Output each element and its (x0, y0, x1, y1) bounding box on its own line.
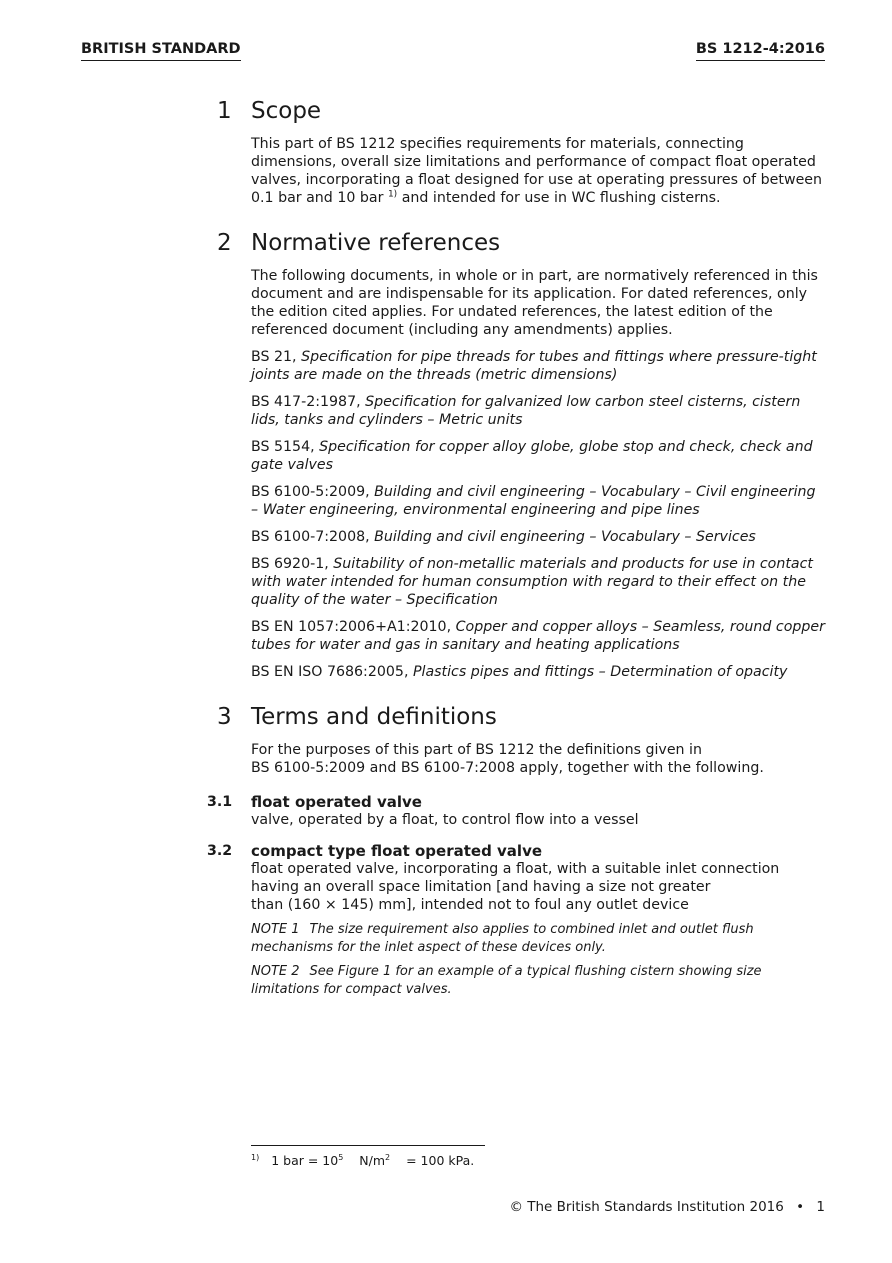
term-definition: float operated valve, incorporating a float, with a suitable inlet connection having an overall space limitation [and having a size not greater than (160 × 145) mm], intended not to foul any outlet device (251, 861, 780, 913)
section-number: 3 (217, 704, 232, 730)
reference-item: BS EN 1057:2006+A1:2010, Copper and copper alloys – Seamless, round copper tubes for water and gas in sanitary and heating applications (251, 619, 825, 653)
section-heading-normative-references (217, 229, 827, 257)
section-title: Normative references (251, 230, 501, 256)
term-definition: valve, operated by a float, to control flow into a vessel (251, 812, 639, 828)
note: NOTE 1 The size requirement also applies to combined inlet and outlet flush mechanisms for the inlet aspect of these devices only. (251, 922, 754, 955)
section-title: Terms and definitions (251, 704, 497, 730)
page-number: 1 (816, 1199, 825, 1215)
footnote: $^{1)}$ 1 bar = $10^5$ $N/m^2 = 100$ kPa. (251, 1152, 475, 1168)
section-heading-terms-definitions (217, 703, 827, 731)
reference-item: BS 6920-1, Suitability of non-metallic materials and products for use in contact with water intended for human consumption with regard to their effect on the quality of the water – Specification (251, 556, 813, 608)
running-header-right: BS 1212-4:2016 (696, 41, 825, 61)
reference-item: BS 6100-5:2009, Building and civil engineering – Vocabulary – Civil engineering – Water engineering, environmental engineering and pipe lines (251, 484, 816, 518)
footnote-mark: 1) (251, 1152, 260, 1162)
running-header-left: BRITISH STANDARD (81, 41, 241, 61)
reference-item: BS 6100-7:2008, Building and civil engineering – Vocabulary – Services (251, 529, 756, 545)
term-name: float operated valve (251, 793, 422, 811)
term-number: 3.2 (207, 843, 233, 859)
scope-paragraph: This part of BS 1212 specifies requirements for materials, connecting dimensions, overall size limitations and performance of compact float operated valves, incorporating a float designed for use at operating pressures of between 0.1 bar and 10 bar $^{1)}$ and intended for use in WC flushing cisterns. (251, 136, 823, 206)
section-heading-scope (217, 97, 827, 125)
term-name: compact type float operated valve (251, 842, 543, 860)
note: NOTE 2 See Figure 1 for an example of a typical flushing cistern showing size limitations for compact valves. (251, 964, 762, 997)
footnote-divider (251, 1145, 485, 1146)
normative-intro: The following documents, in whole or in part, are normatively referenced in this document and are indispensable for its application. For dated references, only the edition cited applies. For undated references, the latest edition of the referenced document (including any amendments) applies. (251, 268, 818, 338)
reference-item: BS EN ISO 7686:2005, Plastics pipes and fittings – Determination of opacity (251, 664, 788, 680)
copyright-text: © The British Standards Institution 2016 (509, 1199, 784, 1215)
terms-intro: For the purposes of this part of BS 1212 the definitions given in BS 6100-5:2009 and BS 6100-7:2008 apply, together with the following. (251, 742, 764, 776)
section-title: Scope (251, 98, 322, 124)
page-footer (509, 1199, 825, 1215)
reference-item: BS 417-2:1987, Specification for galvanized low carbon steel cisterns, cistern lids, tanks and cylinders – Metric units (251, 394, 801, 428)
reference-item: BS 21, Specification for pipe threads for tubes and fittings where pressure-tight joints are made on the threads (metric dimensions) (251, 349, 817, 383)
term-entry (207, 842, 827, 998)
term-number: 3.1 (207, 794, 233, 810)
section-number: 1 (217, 98, 232, 124)
page-body (207, 97, 827, 998)
section-number: 2 (217, 230, 232, 256)
term-entry (207, 793, 827, 829)
footnote-ref[interactable]: 1) (387, 189, 398, 200)
footer-bullet: • (796, 1199, 805, 1215)
reference-item: BS 5154, Specification for copper alloy globe, globe stop and check, check and gate valves (251, 439, 813, 473)
